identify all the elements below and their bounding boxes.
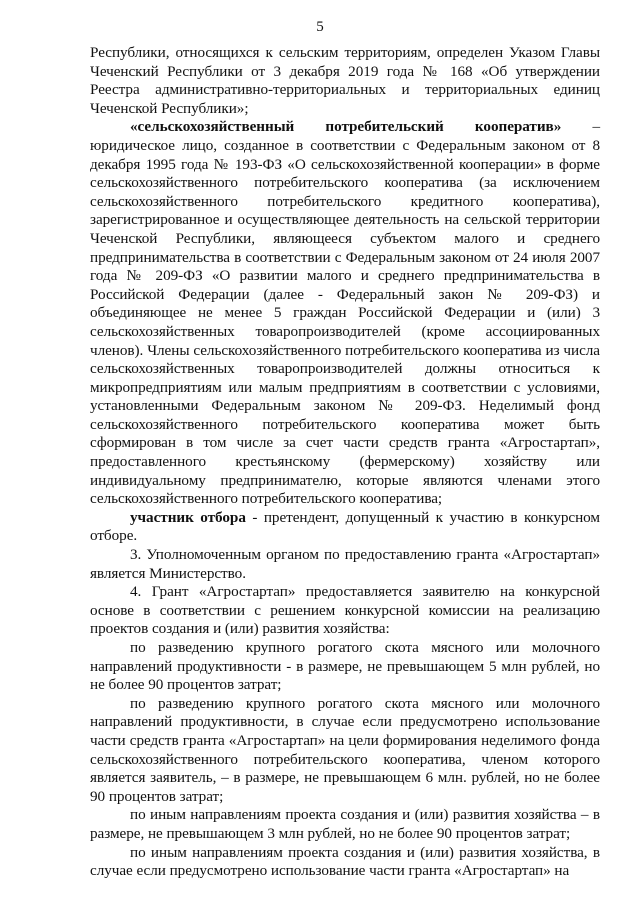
- definition-participant-text: - претендент, допущенный к участию в конкурсном отборе.: [90, 508, 600, 545]
- paragraph-continuation: Республики, относящихся к сельским территориям, определен Указом Главы Чеченский Республики от 3 декабря 2019 года № 168 «Об утверждении Реестра административно-территориальных и территориальных единиц Чеченской Республики»;: [90, 44, 600, 117]
- definition-cooperative-text: – юридическое лицо, созданное в соответствии с Федеральным законом от 8 декабря 1995 года № 193-ФЗ «О сельскохозяйственной кооперации» в форме сельскохозяйственного потребительского кооператива (за исключением сельскохозяйственного потребительского кредитного кооператива), зарегистрированное и осуществляющее деятельность на сельской территории Чеченской Республики, являющееся субъектом малого и среднего предпринимательства в соответствии с Федеральным законом от 24 июля 2007 года № 209-ФЗ «О развитии малого и среднего предпринимательства в Российской Федерации (далее - Федеральный закон № 209-ФЗ) и объединяющее не менее 5 граждан Российской Федерации и (или) 3 сельскохозяйственных товаропроизводителей (кроме ассоциированных членов). Члены сельскохозяйственного потребительского кооператива из числа сельскохозяйственных товаропроизводителей должны относиться к микропредприятиям или малым предприятиям в соответствии с условиями, установленными Федеральным законом № 209-ФЗ. Неделимый фонд сельскохозяйственного потребительского кооператива может быть сформирован в том числе за счет части средств гранта «Агростартап», предоставленного крестьянскому (фермерскому) хозяйству или индивидуальному предпринимателю, которые являются членами этого сельскохозяйственного потребительского кооператива;: [90, 118, 600, 508]
- clause-4-item-1: по разведению крупного рогатого скота мясного или молочного направлений продуктивности - в размере, не превышающем 5 млн рублей, но не более 90 процентов затрат;: [90, 639, 600, 694]
- definition-cooperative: [90, 118, 600, 508]
- document-body: [90, 44, 600, 881]
- clause-4-item-3: по иным направлениям проекта создания и (или) развития хозяйства – в размере, не превышающем 3 млн рублей, но не более 90 процентов затрат;: [90, 806, 600, 842]
- clause-4: 4. Грант «Агростартап» предоставляется заявителю на конкурсной основе в соответствии с решением конкурсной комиссии на реализацию проектов создания и (или) развития хозяйства:: [90, 583, 600, 638]
- term-participant: участник отбора: [130, 508, 246, 526]
- clause-3: 3. Уполномоченным органом по предоставлению гранта «Агростартап» является Министерство.: [90, 546, 600, 582]
- definition-participant: [90, 509, 600, 546]
- term-cooperative: «сельскохозяйственный потребительский кооператив»: [130, 118, 562, 136]
- clause-4-item-4: по иным направлениям проекта создания и (или) развития хозяйства, в случае если предусмотрено использование части гранта «Агростартап» на: [90, 843, 600, 880]
- page-number: 5: [316, 19, 324, 35]
- clause-4-item-2: по разведению крупного рогатого скота мясного или молочного направлений продуктивности, в случае если предусмотрено использование части средств гранта «Агростартап» на цели формирования неделимого фонда сельскохозяйственного потребительского кооператива, членом которого является заявитель, – в размере, не превышающем 6 млн. рублей, но не более 90 процентов затрат;: [90, 694, 600, 805]
